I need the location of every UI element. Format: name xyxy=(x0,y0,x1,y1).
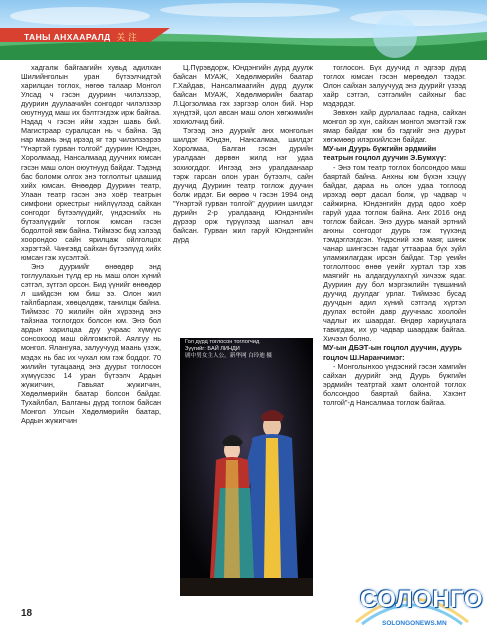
interviewee-heading: МУ-ын ДБЭТ-ын гоцлол дуучин, дуурь гоцлоч Ш.Наранчимэг: xyxy=(323,343,462,362)
paragraph: Зөвхөн хайр дурлалаас гадна, сайхан монгол эр хүн, сайхан монгол эмэгтэй гэж ямар байдаг юм бэ гэдгийг энэ дуурьт хөгжмөөр илэрхийлсэн байдаг. xyxy=(323,108,466,145)
paragraph: хадгалж байгаагийн хувьд адилхан Шилийнголын уран бүтээлчидтэй харилцан тоглох, нөгөө талаар Монгол Улсад ч гэсэн дууриин чилэлзээр, дууриин дуулаачийн сонгодог чилэлзээр оюутнууд маш их бэлтгэгдэж ирж байгаа. Нэдад ч гэсэн ийм хэдэн шавь бий. Магистраар суралцсан нь ч байна. Эд нар маань энд ирээд яг тэр чилэлзээрээ "Үнэртэй гурван толгой" дууриин Юндэн, Хоролмаад, Нансалмаад дуучних юмсан гэсэн маш олон оюутнууд байдаг. Тэдэнд бас боломж олгох энэ тоглолтыг цаашид хийх юмсан. Өнөөдөр Дууриин театр, Улаан театр гэсэн энэ хоёр театрын симфони оркестрыг нийлүүлээд сайхан сонгодог бүтээлүүдийг, үндэснийх нь бүтээлүүдийг тоглож юмсан гэсэн бодолтой явж байна. Тиймээс бид хэлээд хоорондоо сайн ярилцаж ойлголцох хэрэгтэй. Чингэвд сайхан бүтээлүүд хийх юмсан гэж хүсэлтэй. xyxy=(21,63,161,262)
logo-url: SOLONGONEWS.MN xyxy=(382,620,447,627)
solongo-logo xyxy=(352,582,484,638)
article-column-2 xyxy=(173,63,313,333)
logo-name: СОЛОНГО xyxy=(360,586,484,613)
section-title-text: ТАНЫ АНХААРАЛД xyxy=(24,32,111,42)
paragraph: - Энэ том театр тоглох болсондоо маш баяртай байна. Анхны юм бүхэн хэцүү байдаг, дараа нь олон удаа тоглоод ирэхэд өөрт дасал болж, үр чадвар ч сайжирна. Юндэнгийн дүрд одоо хоёр гаруй удаа тоглож байна. Анх 2016 онд тоглож байсан. Энэ дуурь манай эртний анхны сонгодог дуурь гэж түүхэнд тэмдэглэгдсэн. Үндэсний хэв маяг, шинж чанар шингэсэн гадаг уттаараа бүх зүйл уламжилагдаж ирсэн байдаг. Тэр үеийн тоглолтоос өнөө үеийг хуртал тэр хэв маягийг нь алдагдуулахгүй хичээж ядаг. Дууриин дуу бол мэргэжлийн түвшиний дуучид дуулдаг урлаг. Тиймээс бусад дуучдын адил хүний сэтгэлд хүртэл дуулах өстойн давр дуучнаас хоолойн чадлыг их шаардаг. Өндөр хариуцлага тавигдаж, их ур чадвар шаардаж байгаа. Хичээл болно. xyxy=(323,162,466,344)
stage-performers-image xyxy=(180,338,313,596)
interviewee-heading: МУ-ын Дуурь бүжгийн эрдмийн театрын гоцлол дуучин Э.Бумхүү: xyxy=(323,144,447,163)
section-title-chinese: 关 注 xyxy=(116,32,138,42)
paragraph: Энэ дууриийг өнөөдөр энд тоглуулахын түлд ер нь маш олон хүний сэтгэл, зүтгэл орсон. Бид үүнийг өнөөдөр л шийдсэн юм биш ээ. Олон жил тайлбарлаж, хөөцөлдөж, танилцж байна. Тиймээс 70 жилийн ойн хүрээнд энэ тайзнаа тоглогдох болсон юм. Энэ бол ардын харилцаа дуу учраас хүмүүс сонсохоод маш ойлгомжтой. Аялгуу нь монгол. Ялангуяа, залуучууд маань үзэж, мэдэх нь бас их чухал юм гэж боддог. 70 жилийн тугацаанд энэ дуурьт тоглосон хүмүүсээс 14 уран бүтээлч Ардын жүжигчин, Гавьяат жүжигчин, Хөдөлмөрийн баатар болсон байдаг. Тухайлбал, Балганы дүрд тоглож байсан Монгол Улсын Хөдөлмөрийн баатар, Ардын жүжигчин xyxy=(21,262,161,425)
paragraph: Ц.Пүрэвдорж, Юндэнгийн дүрд дуулж байсан МУАЖ, Хөдөлмөрийн баатар Г.Хайдав, Нансалмаагийн дүрд дуулж байсан МУАЖ, Хөдөлмөрийн баатар Л.Цогзолмаа гэх зэргээр олон бий. Нэр хүндтэй, цол авсан маш олон хөгжимийн хохиолчид бий. xyxy=(173,63,313,127)
article-column-3 xyxy=(323,63,466,623)
photo-caption xyxy=(185,339,309,360)
caption-line: 剧中男女主人公，新华网 白玲迪 摄 xyxy=(185,353,273,359)
paragraph: Тэгээд энэ дуурийг анх монголын шилдэг Юндэн, Нансалмаа, шилдэг Хоролмаа, Балган гэсэн дурийн уралдаан дөрвөн жилд нэг удаа зохиогддог. Ингээд энэ уралдаанаар тэрж гарсан олон уран бүтээлч, сайн дуучид Дууриин театр тоглож дуучин болж ирдэг. Би өөрөө ч гэсэн 1994 онд "Үнэртэй гурван толгой" дууриин шилдэг дурийн 2-р уралдаанд Юндэнгийн дүрээр орж түрүүлээд шагнал авч байсан. Гурван жил гаруй Юндэнгийн дүрд xyxy=(173,126,313,244)
section-title xyxy=(24,31,137,43)
caption-line: Гол дүрд тоглосон тоглогчид xyxy=(185,339,260,345)
paragraph: - Монголынхоо үндэсний гэсэн хамгийн сайхан дуурийг энд Дуурь бүжгийн эрдмийн театртай хамт олонтой тоглох болсондоо баяртай байна. Хэхэнт толгой"-д Нансалмаа тоглож байгаа. xyxy=(323,361,466,407)
page-number: 18 xyxy=(21,608,33,619)
page-header xyxy=(0,0,487,60)
paragraph: тоглосон. Бүх дуучид л эдгээр дүрд тоглох юмсан гэсэн мөрөөдөл тээдэг. Олон сайхан залуучууд энэ дуурийг үзээд хайр сэтгэл, сэтгэлийн сайхныг бас мэдэрдэг. xyxy=(323,63,466,109)
header-banner-art xyxy=(0,0,487,60)
caption-line: Зүүгийг: БАЙ ЛИНДИ xyxy=(185,346,240,352)
article-column-1 xyxy=(21,63,161,588)
opera-performance-photo xyxy=(180,338,313,596)
